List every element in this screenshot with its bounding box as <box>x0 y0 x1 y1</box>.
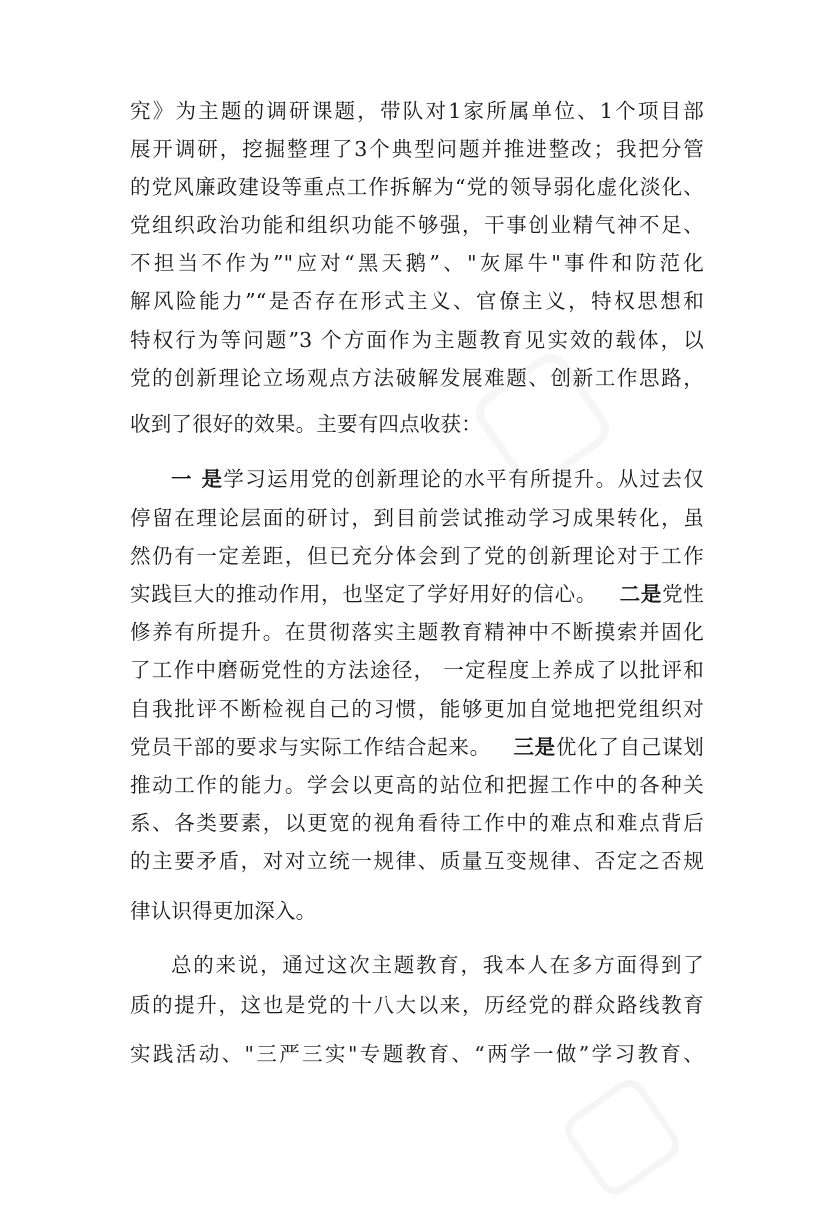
paragraph-line: 党的创新理论立场观点方法破解发展难题、创新工作思路， <box>130 366 704 390</box>
paragraph-line: 不担当不作为”"应对“黑天鹅”、"灰犀牛"事件和防范化 <box>130 251 704 275</box>
paragraph-line: 然仍有一定差距，但已充分体会到了党的创新理论对于工作 <box>130 544 704 568</box>
paragraph-line: 停留在理论层面的研讨，到目前尝试推动学习成果转化，虽 <box>130 506 704 530</box>
paragraph-line: 的党风廉政建设等重点工作拆解为“党的领导弱化虚化淡化、 <box>130 175 704 199</box>
paragraph-line: 质的提升，这也是党的十八大以来，历经党的群众路线教育 <box>130 993 704 1017</box>
bold-marker: 三是 <box>512 735 556 759</box>
paragraph-line: 展开调研，挖掘整理了3个典型问题并推进整改；我把分管 <box>130 137 704 161</box>
paragraph-line: 律认识得更加深入。 <box>130 899 317 923</box>
paragraph-line: 的主要矛盾，对对立统一规律、质量互变规律、否定之否规 <box>130 849 704 873</box>
paragraph-line: 特权行为等问题”3 个方面作为主题教育见实效的载体，以 <box>130 328 704 352</box>
paragraph-line: 修养有所提升。在贯彻落实主题教育精神中不断摸索并固化 <box>130 620 704 644</box>
paragraph-line: 实践活动、"三严三实"专题教育、“两学一做”学习教育、 <box>130 1042 704 1066</box>
paragraph-line: 总的来说，通过这次主题教育，我本人在多方面得到了 <box>171 953 704 977</box>
paragraph-line: 实践巨大的推动作用，也坚定了学好用好的信心。 二是党性 <box>130 582 704 606</box>
paragraph-line: 党员干部的要求与实际工作结合起来。 三是优化了自己谋划 <box>130 735 705 759</box>
bold-marker: 二是 <box>619 582 663 606</box>
paragraph-line: 究》为主题的调研课题，带队对1家所属单位、1个项目部 <box>130 99 704 123</box>
paragraph-line: 一 是学习运用党的创新理论的水平有所提升。从过去仅 <box>171 467 704 491</box>
paragraph-line: 推动工作的能力。学会以更高的站位和把握工作中的各种关 <box>130 773 704 797</box>
paragraph-line: 收到了很好的效果。主要有四点收获： <box>130 412 482 436</box>
paragraph-line: 党组织政治功能和组织功能不够强，干事创业精气神不足、 <box>130 213 704 237</box>
paragraph-line: 解风险能力”“是否存在形式主义、官僚主义，特权思想和 <box>130 289 704 313</box>
paragraph-line: 了工作中磨砺党性的方法途径， 一定程度上养成了以批评和 <box>130 658 704 682</box>
paragraph-line: 自我批评不断检视自己的习惯，能够更加自觉地把党组织对 <box>130 697 704 721</box>
bold-marker: 一 是 <box>171 467 224 491</box>
paragraph-line: 系、各类要素，以更宽的视角看待工作中的难点和难点背后 <box>130 811 704 835</box>
